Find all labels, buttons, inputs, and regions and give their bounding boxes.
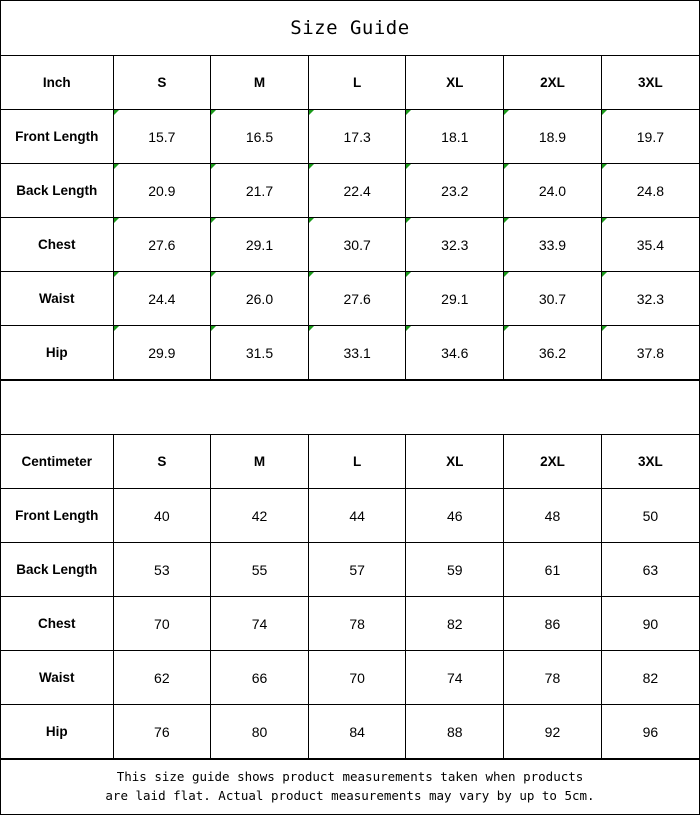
measurement-value: 36.2 [504,326,602,380]
centimeter-size-table [1,435,699,759]
page-title: Size Guide [1,1,699,56]
measurement-label: Hip [1,326,113,380]
measurement-value: 24.8 [601,164,699,218]
measurement-value: 21.7 [211,164,309,218]
measurement-value: 86 [504,597,602,651]
measurement-value: 29.1 [211,218,309,272]
table-row [1,651,699,705]
measurement-value: 92 [504,705,602,759]
measurement-value: 80 [211,705,309,759]
size-header: M [211,435,309,489]
measurement-value: 90 [601,597,699,651]
measurement-label: Waist [1,651,113,705]
measurement-value: 74 [211,597,309,651]
measurement-value: 84 [308,705,406,759]
measurement-value: 27.6 [113,218,211,272]
size-header: XL [406,56,504,110]
measurement-value: 37.8 [601,326,699,380]
size-header: S [113,56,211,110]
measurement-value: 70 [308,651,406,705]
size-header: M [211,56,309,110]
measurement-value: 29.1 [406,272,504,326]
measurement-value: 55 [211,543,309,597]
measurement-value: 78 [308,597,406,651]
measurement-value: 33.1 [308,326,406,380]
table-row [1,489,699,543]
measurement-value: 42 [211,489,309,543]
note-line-1: This size guide shows product measurements taken when products [116,769,584,784]
measurement-value: 17.3 [308,110,406,164]
measurement-label: Chest [1,218,113,272]
measurement-value: 15.7 [113,110,211,164]
measurement-value: 34.6 [406,326,504,380]
table-row [1,164,699,218]
size-header: 2XL [504,435,602,489]
measurement-value: 70 [113,597,211,651]
measurement-label: Waist [1,272,113,326]
table-row [1,218,699,272]
measurement-value: 26.0 [211,272,309,326]
measurement-value: 53 [113,543,211,597]
measurement-value: 40 [113,489,211,543]
table-row [1,597,699,651]
size-header: 2XL [504,56,602,110]
measurement-value: 29.9 [113,326,211,380]
measurement-value: 27.6 [308,272,406,326]
measurement-value: 18.1 [406,110,504,164]
table-spacer [1,380,699,435]
measurement-value: 30.7 [308,218,406,272]
measurement-value: 32.3 [406,218,504,272]
measurement-value: 33.9 [504,218,602,272]
measurement-value: 31.5 [211,326,309,380]
header-row [1,56,699,110]
measurement-value: 59 [406,543,504,597]
measurement-value: 30.7 [504,272,602,326]
table-row [1,110,699,164]
header-row [1,435,699,489]
size-header: L [308,56,406,110]
measurement-value: 18.9 [504,110,602,164]
size-header: XL [406,435,504,489]
measurement-value: 61 [504,543,602,597]
measurement-value: 48 [504,489,602,543]
measurement-value: 22.4 [308,164,406,218]
inch-size-table [1,56,699,380]
measurement-label: Back Length [1,164,113,218]
measurement-value: 23.2 [406,164,504,218]
measurement-note [1,759,699,812]
size-header: S [113,435,211,489]
measurement-value: 76 [113,705,211,759]
table-row [1,543,699,597]
measurement-value: 24.4 [113,272,211,326]
table-row [1,272,699,326]
measurement-value: 88 [406,705,504,759]
table-row [1,705,699,759]
measurement-value: 57 [308,543,406,597]
measurement-value: 16.5 [211,110,309,164]
measurement-value: 66 [211,651,309,705]
measurement-value: 82 [406,597,504,651]
measurement-value: 63 [601,543,699,597]
measurement-label: Front Length [1,489,113,543]
table-row [1,326,699,380]
measurement-value: 78 [504,651,602,705]
measurement-value: 35.4 [601,218,699,272]
measurement-label: Hip [1,705,113,759]
unit-label: Centimeter [1,435,113,489]
measurement-value: 32.3 [601,272,699,326]
measurement-label: Chest [1,597,113,651]
size-header: L [308,435,406,489]
measurement-value: 50 [601,489,699,543]
measurement-value: 24.0 [504,164,602,218]
note-line-2: are laid flat. Actual product measurements may vary by up to 5cm. [105,788,595,803]
size-header: 3XL [601,56,699,110]
measurement-value: 19.7 [601,110,699,164]
unit-label: Inch [1,56,113,110]
measurement-value: 96 [601,705,699,759]
measurement-value: 74 [406,651,504,705]
size-header: 3XL [601,435,699,489]
measurement-value: 82 [601,651,699,705]
measurement-value: 44 [308,489,406,543]
measurement-value: 46 [406,489,504,543]
measurement-label: Front Length [1,110,113,164]
measurement-value: 20.9 [113,164,211,218]
measurement-value: 62 [113,651,211,705]
measurement-label: Back Length [1,543,113,597]
